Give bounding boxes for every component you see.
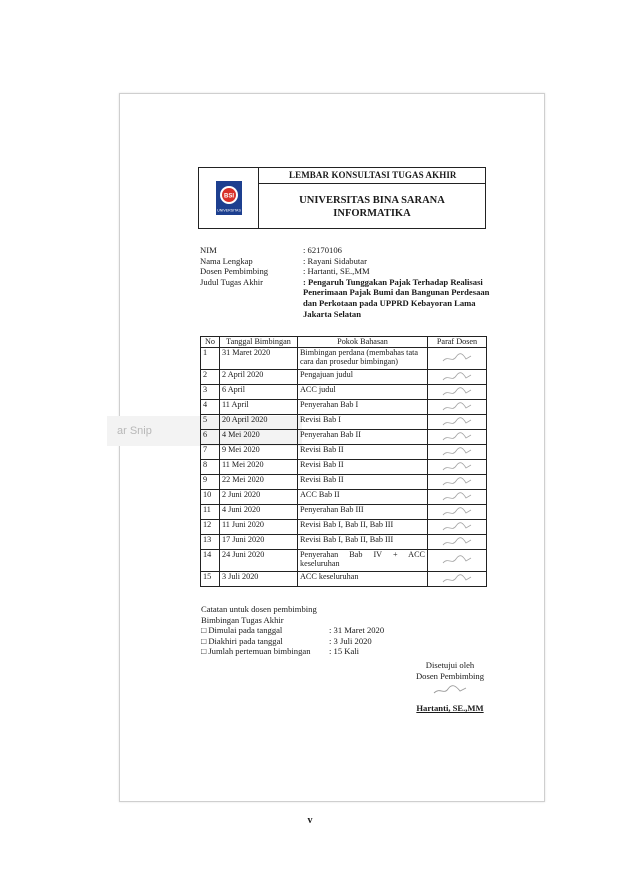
notes-subheading: Bimbingan Tugas Akhir [201,614,284,625]
table-cell-date: 11 Juni 2020 [220,519,298,534]
table-cell-signature [428,444,487,459]
table-cell-no: 15 [201,571,220,586]
table-row [201,549,487,571]
notes-item-value: : 15 Kali [329,646,360,657]
signature-icon [440,554,474,566]
table-cell-topic: ACC Bab II [298,489,428,504]
table-cell-no: 14 [201,549,220,571]
table-cell-topic: Bimbingan perdana (membahas tata cara dan prosedur bimbingan) [298,347,428,369]
table-row [201,369,487,384]
advisor-notes [201,604,384,657]
table-row [201,347,487,369]
notes-item-label: □ Jumlah pertemuan bimbingan [201,646,311,657]
table-cell-date: 2 April 2020 [220,369,298,384]
table-cell-date: 31 Maret 2020 [220,347,298,369]
info-label: Nama Lengkap [200,255,253,266]
student-info [200,245,493,319]
table-cell-signature [428,549,487,571]
info-label: Judul Tugas Akhir [200,276,264,287]
approval-block [405,660,495,714]
table-cell-no: 3 [201,384,220,399]
table-cell-signature [428,519,487,534]
table-row [201,414,487,429]
table-cell-date: 4 Mei 2020 [220,429,298,444]
table-row [201,459,487,474]
notes-item-label: □ Diakhiri pada tanggal [201,635,283,646]
university-name-line2: INFORMATIKA [333,208,411,219]
sheet-title: LEMBAR KONSULTASI TUGAS AKHIR [259,168,485,184]
table-row [201,399,487,414]
logo-text: UNIVERSITAS [216,208,241,213]
table-cell-no: 4 [201,399,220,414]
table-cell-date: 6 April [220,384,298,399]
info-label: NIM [200,245,217,255]
table-cell-no: 6 [201,429,220,444]
notes-item [201,636,384,647]
table-cell-date: 3 Juli 2020 [220,571,298,586]
column-header: No [201,337,220,348]
table-cell-signature [428,489,487,504]
table-row [201,489,487,504]
table-cell-topic: Revisi Bab I, Bab II, Bab III [298,534,428,549]
table-cell-date: 17 Juni 2020 [220,534,298,549]
table-row [201,571,487,586]
table-cell-signature [428,384,487,399]
table-cell-signature [428,571,487,586]
column-header: Tanggal Bimbingan [220,337,298,348]
university-logo-icon [216,181,242,215]
advisor-signature-name: Hartanti, SE.,MM [416,703,484,714]
table-cell-no: 13 [201,534,220,549]
university-logo-cell [199,168,259,228]
table-row [201,474,487,489]
info-label: Dosen Pembimbing [200,266,269,277]
signature-icon [440,446,474,458]
approval-line2: Dosen Pembimbing [415,670,485,681]
table-cell-no: 8 [201,459,220,474]
info-row-nim [200,245,493,256]
table-cell-signature [428,459,487,474]
table-cell-signature [428,429,487,444]
table-row [201,384,487,399]
table-cell-date: 11 April [220,399,298,414]
signature-icon [440,506,474,518]
notes-item-value: : 3 Juli 2020 [329,635,372,646]
table-row [201,534,487,549]
table-cell-signature [428,399,487,414]
notes-item [201,646,384,657]
table-cell-topic: Pengajuan judul [298,369,428,384]
table-cell-no: 7 [201,444,220,459]
info-row-advisor [200,266,493,277]
table-cell-date: 24 Juni 2020 [220,549,298,571]
signature-icon [440,573,474,585]
table-cell-date: 20 April 2020 [220,414,298,429]
snip-tool-overlay: ar Snip [107,416,302,446]
table-cell-topic: Revisi Bab II [298,459,428,474]
page-number: v [307,815,313,826]
table-cell-topic: Revisi Bab I [298,414,428,429]
info-row-thesis-title [200,277,493,319]
info-value: : Rayani Sidabutar [303,255,367,266]
table-cell-topic: Revisi Bab I, Bab II, Bab III [298,519,428,534]
table-cell-signature [428,504,487,519]
signature-icon [440,371,474,383]
table-cell-topic: ACC keseluruhan [298,571,428,586]
table-header-row [201,337,487,348]
info-value: : 62170106 [303,245,342,255]
signature-icon [440,386,474,398]
table-row [201,504,487,519]
table-cell-date: 4 Juni 2020 [220,504,298,519]
signature-icon [440,461,474,473]
notes-item-value: : 31 Maret 2020 [329,625,385,636]
table-cell-no: 2 [201,369,220,384]
table-cell-no: 12 [201,519,220,534]
table-cell-no: 10 [201,489,220,504]
consultation-table [200,336,487,587]
table-cell-date: 22 Mei 2020 [220,474,298,489]
table-cell-topic: ACC judul [298,384,428,399]
signature-icon [430,683,470,697]
signature-icon [440,401,474,413]
university-name [259,184,485,228]
table-cell-topic: Penyerahan Bab I [298,399,428,414]
notes-heading: Catatan untuk dosen pembimbing [201,604,317,614]
signature-icon [440,431,474,443]
university-name-line1: UNIVERSITAS BINA SARANA [299,195,445,206]
column-header: Paraf Dosen [428,337,487,348]
signature-icon [440,352,474,364]
table-cell-no: 11 [201,504,220,519]
table-cell-no: 9 [201,474,220,489]
table-cell-signature [428,474,487,489]
approval-line1: Disetujui oleh [425,660,475,670]
table-cell-signature [428,347,487,369]
table-cell-signature [428,369,487,384]
table-cell-topic: Penyerahan Bab II [298,429,428,444]
table-cell-topic: Revisi Bab II [298,474,428,489]
table-cell-signature [428,414,487,429]
table-row [201,519,487,534]
notes-item [201,625,384,636]
table-cell-no: 1 [201,347,220,369]
notes-item-label: □ Dimulai pada tanggal [201,625,283,636]
table-cell-no: 5 [201,414,220,429]
signature-icon [440,416,474,428]
table-cell-date: 11 Mei 2020 [220,459,298,474]
signature-icon [440,491,474,503]
info-value: : Pengaruh Tunggakan Pajak Terhadap Realisasi Penerimaan Pajak Bumi dan Bangunan Perdesaan dan Perkotaan pada UPPRD Kebayoran Lama Jakarta Selatan [303,276,490,319]
signature-icon [440,521,474,533]
signature-icon [440,536,474,548]
table-cell-date: 9 Mei 2020 [220,444,298,459]
table-cell-signature [428,534,487,549]
table-row [201,444,487,459]
table-cell-topic: Penyerahan Bab IV + ACC keseluruhan [298,549,428,571]
info-value: : Hartanti, SE.,MM [303,266,370,277]
logo-monogram: BSI [223,193,234,200]
table-cell-date: 2 Juni 2020 [220,489,298,504]
signature-icon [440,476,474,488]
info-row-name [200,256,493,267]
column-header: Pokok Bahasan [298,337,428,348]
table-cell-topic: Revisi Bab II [298,444,428,459]
table-cell-topic: Penyerahan Bab III [298,504,428,519]
table-row [201,429,487,444]
document-header [198,167,486,229]
